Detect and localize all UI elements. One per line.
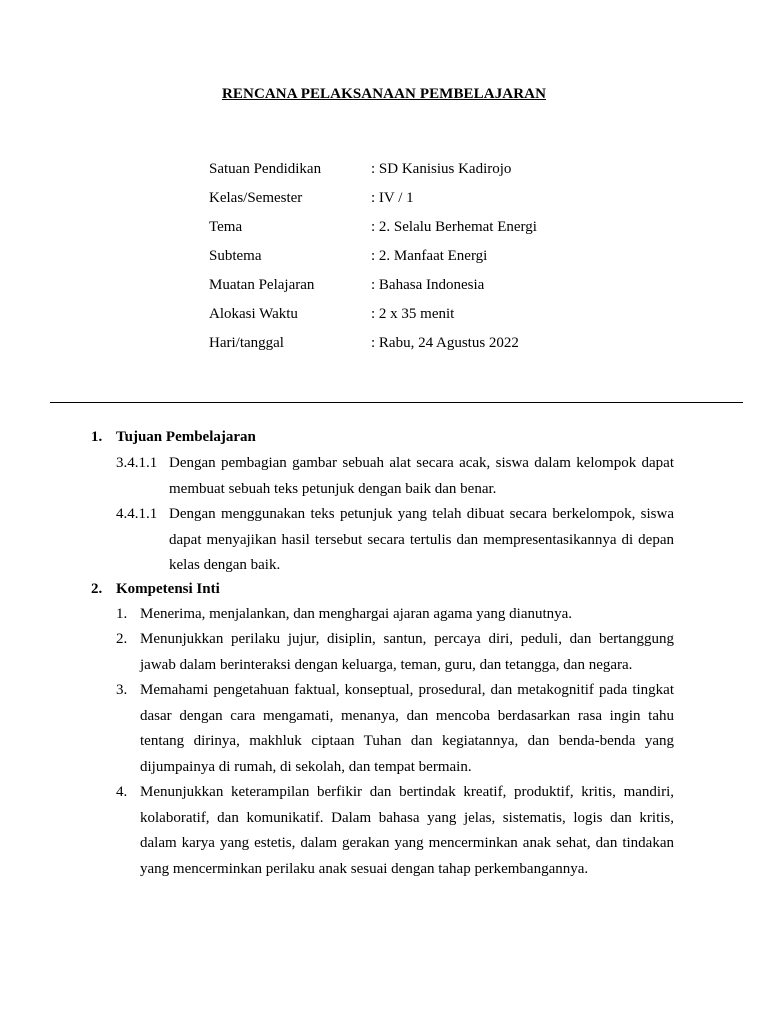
identity-label: Hari/tanggal [209, 335, 284, 351]
competency-number: 1. [116, 606, 128, 622]
identity-row-satuan-pendidikan [209, 155, 537, 184]
identity-label: Alokasi Waktu [209, 306, 298, 322]
identity-value: : SD Kanisius Kadirojo [371, 161, 512, 177]
identity-label: Tema [209, 219, 243, 235]
identity-row-kelas-semester [209, 184, 537, 213]
section-heading-kompetensi-inti [91, 581, 220, 598]
competency-text: Menunjukkan keterampilan berfikir dan bertindak kreatif, produktif, kritis, mandiri, kolaboratif, dan komunikatif. Dalam bahasa yang jelas, sistematis, logis dan kritis, dalam karya yang estetis, dalam gerakan yang mencerminkan anak sehat, dan tindakan yang mencerminkan perilaku anak sesuai dengan tahap perkembangannya. [140, 784, 674, 877]
competency-item [116, 678, 674, 780]
identity-row-hari-tanggal [209, 329, 537, 358]
objective-text: Dengan pembagian gambar sebuah alat secara acak, siswa dalam kelompok dapat membuat sebuah teks petunjuk dengan baik dan benar. [169, 455, 674, 497]
section-heading-tujuan [91, 429, 256, 446]
objective-item [116, 502, 674, 579]
identity-value: : 2 x 35 menit [371, 306, 455, 322]
section-title: Tujuan Pembelajaran [116, 429, 256, 445]
identity-label: Kelas/Semester [209, 190, 303, 206]
competency-text: Memahami pengetahuan faktual, konseptual, prosedural, dan metakognitif pada tingkat dasar dengan cara mengamati, menanya, dan mencoba berdasarkan rasa ingin tahu tentang dirinya, makhluk ciptaan Tuhan dan kegiatannya, dan benda-benda yang dijumpainya di rumah, di sekolah, dan tempat bermain. [140, 682, 674, 775]
identity-value: : IV / 1 [371, 190, 414, 206]
competency-number: 4. [116, 784, 128, 800]
identity-label: Muatan Pelajaran [209, 277, 315, 293]
identity-label: Satuan Pendidikan [209, 161, 322, 177]
section-title: Kompetensi Inti [116, 581, 220, 597]
objective-code: 3.4.1.1 [116, 455, 158, 471]
competency-number: 2. [116, 631, 128, 647]
section-number: 1. [91, 429, 103, 445]
identity-label: Subtema [209, 248, 262, 264]
competency-text: Menerima, menjalankan, dan menghargai ajaran agama yang dianutnya. [140, 606, 573, 622]
section-number: 2. [91, 581, 103, 597]
competency-item [116, 602, 674, 628]
identity-value: : Rabu, 24 Agustus 2022 [371, 335, 519, 351]
competency-number: 3. [116, 682, 128, 698]
identity-table [209, 155, 537, 358]
horizontal-divider [50, 402, 743, 403]
identity-row-subtema [209, 242, 537, 271]
identity-value: : 2. Selalu Berhemat Energi [371, 219, 537, 235]
identity-row-alokasi-waktu [209, 300, 537, 329]
identity-value: : Bahasa Indonesia [371, 277, 485, 293]
identity-value: : 2. Manfaat Energi [371, 248, 488, 264]
identity-row-tema [209, 213, 537, 242]
objective-text: Dengan menggunakan teks petunjuk yang telah dibuat secara berkelompok, siswa dapat menyajikan hasil tersebut secara tertulis dan mempresentasikannya di depan kelas dengan baik. [169, 506, 674, 573]
identity-row-muatan-pelajaran [209, 271, 537, 300]
competency-item [116, 780, 674, 882]
objective-item [116, 451, 674, 502]
competency-text: Menunjukkan perilaku jujur, disiplin, santun, percaya diri, peduli, dan bertanggung jawab dalam berinteraksi dengan keluarga, teman, guru, dan tetangga, dan negara. [140, 631, 674, 673]
objective-code: 4.4.1.1 [116, 506, 158, 522]
document-title: RENCANA PELAKSANAAN PEMBELAJARAN [221, 86, 547, 102]
competency-item [116, 627, 674, 678]
